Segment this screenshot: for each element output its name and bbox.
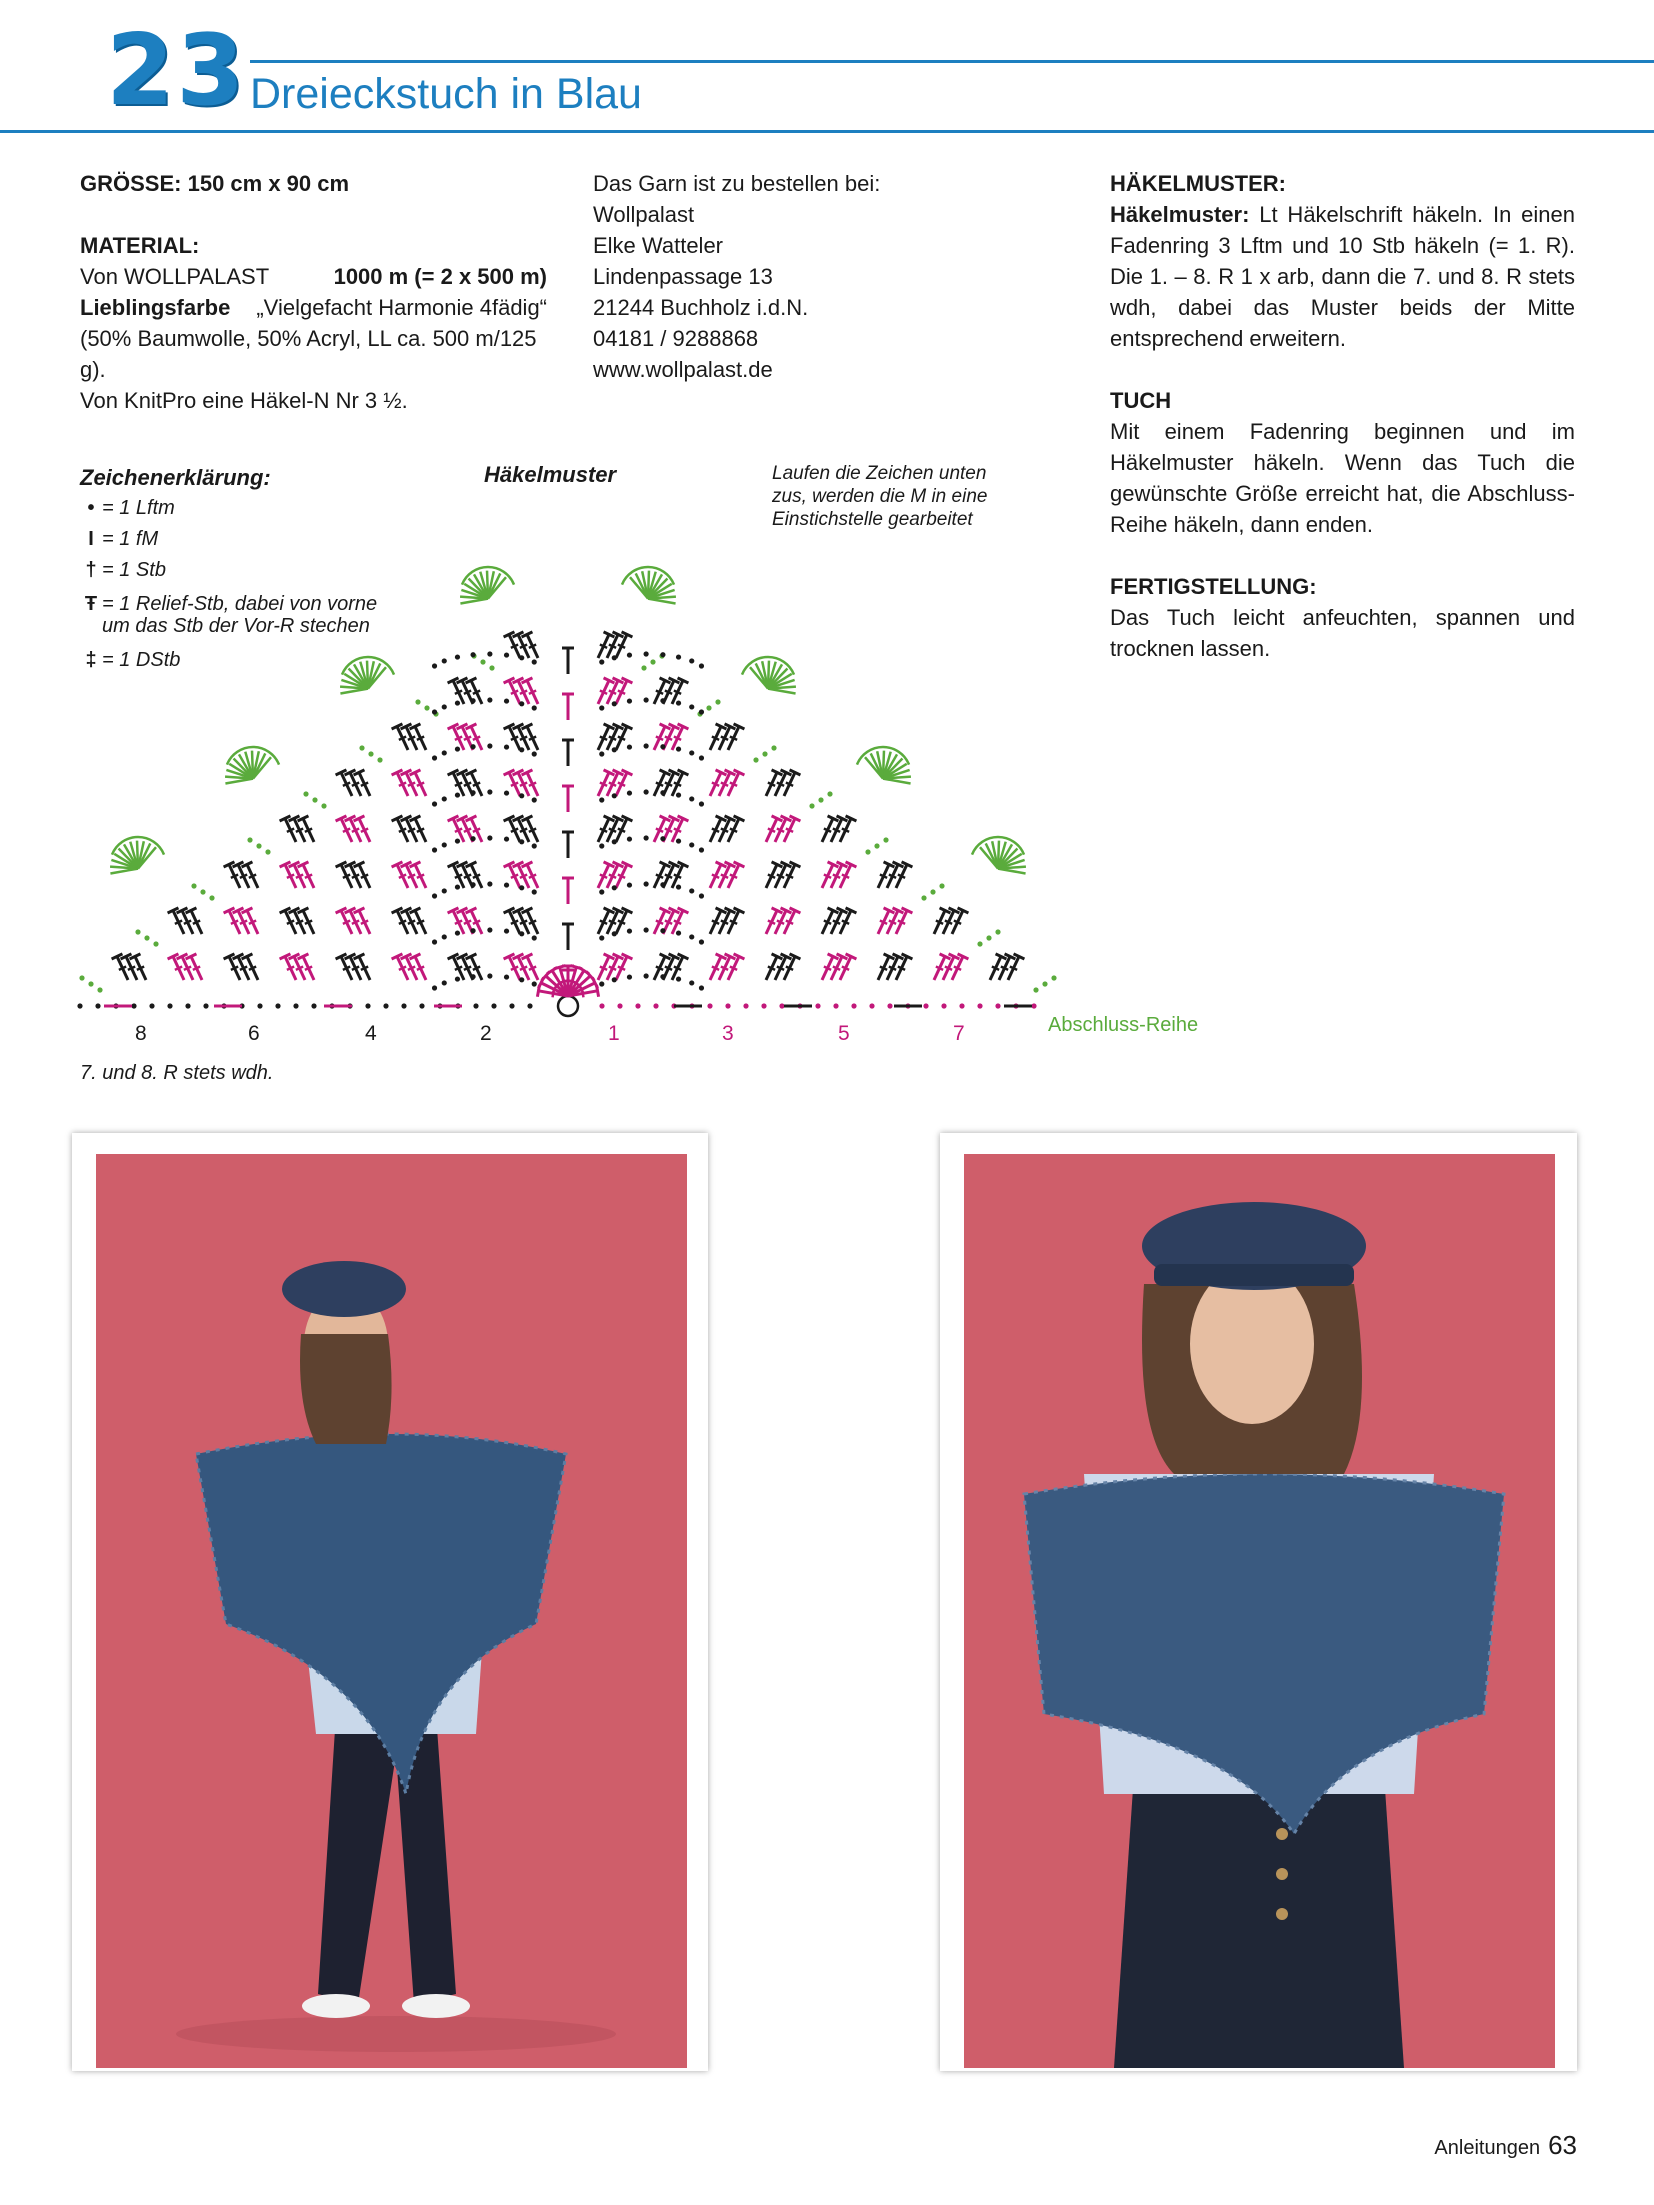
chain-dot <box>612 977 617 982</box>
chain-dot <box>293 1003 298 1008</box>
chain-dot <box>487 697 492 702</box>
chain-dot <box>599 935 604 940</box>
chain-dot <box>470 882 475 887</box>
chain-dot <box>504 790 509 795</box>
material-hook: Von KnitPro eine Häkel-N Nr 3 ½. <box>80 388 408 413</box>
chain-dot <box>1051 975 1056 980</box>
chain-dot <box>689 888 694 893</box>
chain-dot <box>504 974 509 979</box>
chain-dot <box>504 744 509 749</box>
chain-dot <box>644 881 649 886</box>
chain-dot <box>144 935 149 940</box>
material-line1-pre: Von WOLLPALAST <box>80 264 270 289</box>
chain-dot <box>79 975 84 980</box>
chain-dot <box>77 1003 82 1008</box>
chain-dot <box>455 884 460 889</box>
chain-dot <box>660 882 665 887</box>
chain-dot <box>689 796 694 801</box>
chain-dot <box>851 1003 856 1008</box>
chain-dot <box>487 927 492 932</box>
chart-note-line: zus, werden die M in eine <box>772 486 988 507</box>
size-value: 150 cm x 90 cm <box>187 171 350 196</box>
chain-dot <box>818 797 823 802</box>
row-number-left: 6 <box>248 1022 260 1045</box>
chain-dot <box>442 658 447 663</box>
chain-dot <box>275 1003 280 1008</box>
supplier-person: Elke Watteler <box>593 233 724 258</box>
chain-dot <box>771 745 776 750</box>
chart-note-line: Laufen die Zeichen unten <box>772 463 987 484</box>
chain-dot <box>455 976 460 981</box>
row-number-right: 1 <box>608 1022 620 1045</box>
chain-dot <box>487 789 492 794</box>
chain-dot <box>509 1003 514 1008</box>
chain-dot <box>383 1003 388 1008</box>
chain-dot <box>977 941 982 946</box>
chain-dot <box>827 791 832 796</box>
chain-dot <box>149 1003 154 1008</box>
chain-dot <box>504 882 509 887</box>
pattern-number: 23 <box>106 14 247 128</box>
chain-dot <box>612 885 617 890</box>
chain-dot <box>921 895 926 900</box>
chain-dot <box>303 791 308 796</box>
chain-dot <box>491 1003 496 1008</box>
chain-dot <box>599 705 604 710</box>
chain-dot <box>377 757 382 762</box>
material-length: 1000 m (= 2 x 500 m) <box>333 264 547 289</box>
chain-dot <box>519 701 524 706</box>
supplier-intro: Das Garn ist zu bestellen bei: <box>593 171 881 196</box>
chain-dot <box>1033 987 1038 992</box>
chain-dot <box>470 836 475 841</box>
chain-dot <box>995 929 1000 934</box>
chain-dot <box>641 665 646 670</box>
chain-dot <box>627 882 632 887</box>
chain-dot <box>660 698 665 703</box>
chain-dot <box>627 836 632 841</box>
chain-dot <box>833 1003 838 1008</box>
edge-shell-stitch <box>648 599 676 604</box>
chain-dot <box>689 704 694 709</box>
edge-shell-stitch <box>998 869 1026 874</box>
chain-dot <box>88 981 93 986</box>
header-divider <box>0 130 1654 133</box>
chain-dot <box>191 883 196 888</box>
chain-dot <box>312 797 317 802</box>
chain-dot <box>930 889 935 894</box>
chain-dot <box>470 790 475 795</box>
legend-symbol: ‡ <box>85 649 97 671</box>
chain-dot <box>432 939 437 944</box>
chain-dot <box>874 843 879 848</box>
photo-back-frame <box>72 1133 708 2071</box>
chain-dot <box>470 652 475 657</box>
chain-dot <box>644 973 649 978</box>
chain-dot <box>470 974 475 979</box>
chain-dot <box>941 1003 946 1008</box>
chain-dot <box>779 1003 784 1008</box>
chain-dot <box>532 843 537 848</box>
footer-section: Anleitungen <box>1434 2137 1541 2159</box>
chain-dot <box>532 659 537 664</box>
pattern-text: Lt Häkelschrift häkeln. In einen Fadenring 3 Lftm und 10 Stb häkeln (= 1. R). Die 1. – 8. R 1 x arb, dann die 7. und 8. R stets wdh, dabei das Muster beids der Mitte entsprechend erweitern. <box>1110 202 1575 351</box>
magic-ring <box>558 996 578 1016</box>
chain-dot <box>676 930 681 935</box>
legend-text: = 1 DStb <box>102 649 181 671</box>
chain-dot <box>442 704 447 709</box>
chain-dot <box>676 884 681 889</box>
photo-front-view <box>964 1154 1555 2068</box>
chain-dot <box>644 743 649 748</box>
chain-dot <box>442 934 447 939</box>
chain-dot <box>432 847 437 852</box>
chain-dot <box>660 652 665 657</box>
chain-dot <box>487 743 492 748</box>
chain-dot <box>689 842 694 847</box>
chain-dot <box>725 1003 730 1008</box>
chain-dot <box>432 893 437 898</box>
chain-dot <box>532 751 537 756</box>
photo-front-frame <box>940 1133 1577 2071</box>
legend-text: = 1 Lftm <box>102 497 175 519</box>
chain-dot <box>359 745 364 750</box>
chain-dot <box>761 1003 766 1008</box>
chain-dot <box>612 701 617 706</box>
edge-row-label: Abschluss-Reihe <box>1048 1014 1199 1036</box>
chain-dot <box>470 744 475 749</box>
chain-dot <box>265 849 270 854</box>
chain-dot <box>612 793 617 798</box>
chain-dot <box>97 987 102 992</box>
title-rule <box>250 60 1654 63</box>
row-number-right: 3 <box>722 1022 734 1045</box>
chain-dot <box>699 801 704 806</box>
size-block <box>80 168 547 199</box>
chain-dot <box>676 746 681 751</box>
chain-dot <box>599 751 604 756</box>
material-yarn-color: „Vielgefacht Harmonie 4fädig“ <box>256 295 547 320</box>
chain-dot <box>939 883 944 888</box>
chain-dot <box>209 895 214 900</box>
chain-dot <box>432 755 437 760</box>
row-number-left: 4 <box>365 1022 377 1045</box>
chain-dot <box>676 976 681 981</box>
chain-dot <box>627 652 632 657</box>
chain-dot <box>1042 981 1047 986</box>
chain-dot <box>311 1003 316 1008</box>
chain-dot <box>627 744 632 749</box>
chain-dot <box>167 1003 172 1008</box>
row-number-left: 2 <box>480 1022 492 1045</box>
chain-dot <box>256 843 261 848</box>
chain-dot <box>809 803 814 808</box>
chain-dot <box>415 699 420 704</box>
chain-dot <box>635 1003 640 1008</box>
chain-dot <box>480 659 485 664</box>
chain-dot <box>762 751 767 756</box>
chain-dot <box>455 700 460 705</box>
chain-dot <box>432 801 437 806</box>
chain-dot <box>627 790 632 795</box>
chain-dot <box>660 744 665 749</box>
model-back-illustration <box>96 1154 687 2068</box>
supplier-street: Lindenpassage 13 <box>593 264 773 289</box>
material-block <box>80 230 547 416</box>
chain-dot <box>599 889 604 894</box>
material-composition: (50% Baumwolle, 50% Acryl, LL ca. 500 m/125 g). <box>80 326 537 382</box>
supplier-name: Wollpalast <box>593 202 695 227</box>
chain-dot <box>699 755 704 760</box>
edge-shell-stitch <box>768 689 796 694</box>
chain-dot <box>865 849 870 854</box>
chain-dot <box>887 1003 892 1008</box>
chain-dot <box>627 698 632 703</box>
pattern-heading: HÄKELMUSTER: <box>1110 171 1286 196</box>
pattern-text-block <box>1110 199 1575 354</box>
chain-dot <box>753 757 758 762</box>
chain-dot <box>487 973 492 978</box>
supplier-phone: 04181 / 9288868 <box>593 326 759 351</box>
chain-dot <box>419 1003 424 1008</box>
chain-dot <box>368 751 373 756</box>
chain-dot <box>153 941 158 946</box>
model-front-illustration <box>964 1154 1555 2068</box>
chain-dot <box>442 796 447 801</box>
chain-dot <box>676 654 681 659</box>
chain-dot <box>519 655 524 660</box>
chain-dot <box>424 705 429 710</box>
chain-dot <box>455 654 460 659</box>
instructions-block <box>1110 168 1575 664</box>
chain-dot <box>653 1003 658 1008</box>
legend-title: Zeichenerklärung: <box>80 465 271 490</box>
chain-dot <box>442 888 447 893</box>
page-footer <box>1434 2130 1577 2161</box>
chain-dot <box>135 929 140 934</box>
supplier-block <box>593 168 893 385</box>
chain-dot <box>612 839 617 844</box>
chain-dot <box>689 980 694 985</box>
chain-dot <box>487 835 492 840</box>
row-number-right: 5 <box>838 1022 850 1045</box>
chain-dot <box>470 928 475 933</box>
chain-dot <box>185 1003 190 1008</box>
chain-dot <box>489 665 494 670</box>
chain-dot <box>699 939 704 944</box>
chain-dot <box>676 792 681 797</box>
legend-text: = 1 fM <box>102 528 159 550</box>
chain-dot <box>699 709 704 714</box>
chain-dot <box>532 935 537 940</box>
chain-dot <box>519 747 524 752</box>
chain-dot <box>455 930 460 935</box>
legend-symbol: I <box>88 528 94 550</box>
chain-dot <box>442 980 447 985</box>
chain-dot <box>644 927 649 932</box>
chain-dot <box>487 881 492 886</box>
chain-dot <box>869 1003 874 1008</box>
chain-dot <box>200 889 205 894</box>
row-number-right: 7 <box>953 1022 965 1045</box>
tuch-heading: TUCH <box>1110 388 1172 413</box>
chain-dot <box>247 837 252 842</box>
chain-dot <box>527 1003 532 1008</box>
legend-text: = 1 Stb <box>102 559 166 581</box>
chain-dot <box>660 928 665 933</box>
chain-dot <box>699 893 704 898</box>
chain-dot <box>203 1003 208 1008</box>
chain-dot <box>689 934 694 939</box>
chain-dot <box>95 1003 100 1008</box>
chain-dot <box>504 836 509 841</box>
row-number-left: 8 <box>135 1022 147 1045</box>
chain-dot <box>519 839 524 844</box>
material-yarn-name: Lieblingsfarbe <box>80 295 231 320</box>
material-heading: MATERIAL: <box>80 233 200 258</box>
chain-dot <box>257 1003 262 1008</box>
chain-dot <box>883 837 888 842</box>
size-label: GRÖSSE: <box>80 171 182 196</box>
chain-dot <box>650 659 655 664</box>
chain-dot <box>815 1003 820 1008</box>
chain-dot <box>644 789 649 794</box>
chain-dot <box>676 700 681 705</box>
chain-dot <box>660 790 665 795</box>
tuch-text: Mit einem Fadenring beginnen und im Häkelmuster häkeln. Wenn das Tuch die gewünschte Größe erreicht hat, die Abschluss-Reihe häkeln, dann enden. <box>1110 419 1575 537</box>
chain-dot <box>599 797 604 802</box>
chain-dot <box>599 1003 604 1008</box>
chart-title: Häkelmuster <box>484 462 617 487</box>
chain-dot <box>986 935 991 940</box>
legend-symbol: † <box>85 559 97 581</box>
chain-dot <box>627 928 632 933</box>
finish-heading: FERTIGSTELLUNG: <box>1110 574 1317 599</box>
chain-dot <box>599 843 604 848</box>
crochet-chart <box>60 520 1060 1050</box>
chain-dot <box>432 663 437 668</box>
legend-item <box>80 496 175 520</box>
chain-dot <box>519 793 524 798</box>
chain-dot <box>644 835 649 840</box>
chain-dot <box>599 981 604 986</box>
pattern-label: Häkelmuster: <box>1110 202 1250 227</box>
page-number: 63 <box>1548 2130 1577 2160</box>
chain-dot <box>432 709 437 714</box>
chain-dot <box>519 977 524 982</box>
edge-shell-stitch <box>883 779 911 784</box>
legend-symbol: • <box>87 497 95 519</box>
chain-dot <box>1031 1003 1036 1008</box>
chain-dot <box>959 1003 964 1008</box>
chain-dot <box>995 1003 1000 1008</box>
page-title: Dreieckstuch in Blau <box>250 70 642 118</box>
chain-dot <box>487 651 492 656</box>
chain-dot <box>504 928 509 933</box>
chain-dot <box>699 985 704 990</box>
chain-dot <box>504 698 509 703</box>
chain-dot <box>660 974 665 979</box>
chain-dot <box>660 836 665 841</box>
chain-dot <box>612 747 617 752</box>
chain-dot <box>689 658 694 663</box>
chain-dot <box>131 1003 136 1008</box>
chain-dot <box>470 698 475 703</box>
legend-text: um das Stb der Vor-R stechen <box>102 615 370 637</box>
chain-dot <box>617 1003 622 1008</box>
chart-note-line: Einstichstelle gearbeitet <box>772 509 973 530</box>
chain-dot <box>532 705 537 710</box>
chain-dot <box>699 847 704 852</box>
chain-dot <box>455 746 460 751</box>
chain-dot <box>442 750 447 755</box>
supplier-city: 21244 Buchholz i.d.N. <box>593 295 809 320</box>
chain-dot <box>365 1003 370 1008</box>
chain-dot <box>532 797 537 802</box>
chain-dot <box>977 1003 982 1008</box>
chain-dot <box>627 974 632 979</box>
chain-dot <box>401 1003 406 1008</box>
chain-dot <box>519 885 524 890</box>
supplier-web[interactable]: www.wollpalast.de <box>593 357 773 382</box>
chain-dot <box>321 803 326 808</box>
chain-dot <box>699 663 704 668</box>
chain-dot <box>676 838 681 843</box>
chain-dot <box>504 652 509 657</box>
repeat-note: 7. und 8. R stets wdh. <box>80 1062 274 1084</box>
chain-dot <box>432 985 437 990</box>
chain-dot <box>706 705 711 710</box>
chain-dot <box>473 1003 478 1008</box>
legend-symbol: Ŧ <box>84 593 98 615</box>
chain-dot <box>599 659 604 664</box>
photo-back-view <box>96 1154 687 2068</box>
chain-dot <box>532 889 537 894</box>
chain-dot <box>644 697 649 702</box>
chain-dot <box>612 655 617 660</box>
legend-text: = 1 Relief-Stb, dabei von vorne <box>102 593 378 615</box>
chain-dot <box>612 931 617 936</box>
chain-dot <box>455 792 460 797</box>
chain-dot <box>532 981 537 986</box>
chain-dot <box>644 651 649 656</box>
chain-dot <box>689 750 694 755</box>
chain-dot <box>707 1003 712 1008</box>
chain-dot <box>923 1003 928 1008</box>
chain-dot <box>519 931 524 936</box>
chain-dot <box>715 699 720 704</box>
chain-dot <box>442 842 447 847</box>
chain-dot <box>455 838 460 843</box>
finish-text: Das Tuch leicht anfeuchten, spannen und trocknen lassen. <box>1110 605 1575 661</box>
chain-dot <box>743 1003 748 1008</box>
